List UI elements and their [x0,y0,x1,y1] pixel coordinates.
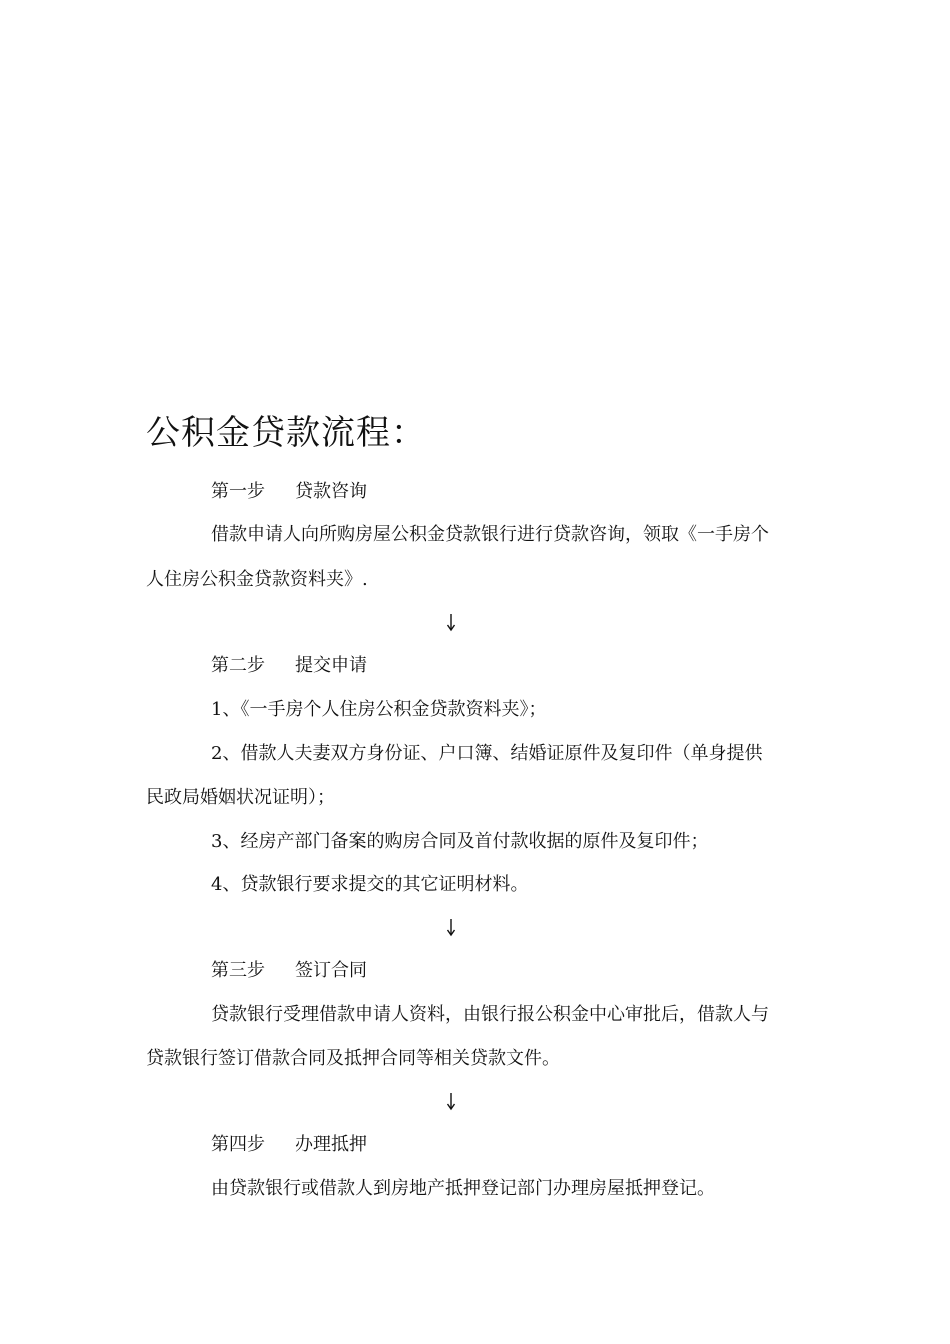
step-heading [211,480,367,504]
step-name: 办理抵押 [295,1134,367,1155]
paragraph-line: 人住房公积金贷款资料夹》. [146,569,368,590]
step-label: 第二步 [211,655,265,676]
arrow-down-icon [440,1090,462,1112]
step-heading [211,1133,367,1157]
step-label: 第四步 [211,1134,265,1155]
list-item: 1、《一手房个人住房公积金贷款资料夹》； [211,699,547,720]
paragraph-line: 贷款银行签订借款合同及抵押合同等相关贷款文件。 [146,1048,560,1069]
step-name: 贷款咨询 [295,481,367,502]
list-item-continuation: 民政局婚姻状况证明）； [146,787,335,808]
step-name: 签订合同 [295,960,367,981]
document-title: 公积金贷款流程： [146,413,426,453]
list-item: 3、经房产部门备案的购房合同及首付款收据的原件及复印件； [211,831,709,852]
paragraph-line: 由贷款银行或借款人到房地产抵押登记部门办理房屋抵押登记。 [211,1178,715,1199]
step-label: 第三步 [211,960,265,981]
paragraph-line: 贷款银行受理借款申请人资料，由银行报公积金中心审批后，借款人与 [211,1004,769,1025]
step-label: 第一步 [211,481,265,502]
paragraph-line: 借款申请人向所购房屋公积金贷款银行进行贷款咨询，领取《一手房个 [211,524,769,545]
arrow-down-icon [440,916,462,938]
list-item: 4、贷款银行要求提交的其它证明材料。 [211,874,529,895]
step-heading [211,959,367,983]
step-name: 提交申请 [295,655,367,676]
list-item: 2、借款人夫妻双方身份证、户口簿、结婚证原件及复印件（单身提供 [211,743,763,764]
step-heading [211,654,367,678]
arrow-down-icon [440,611,462,633]
